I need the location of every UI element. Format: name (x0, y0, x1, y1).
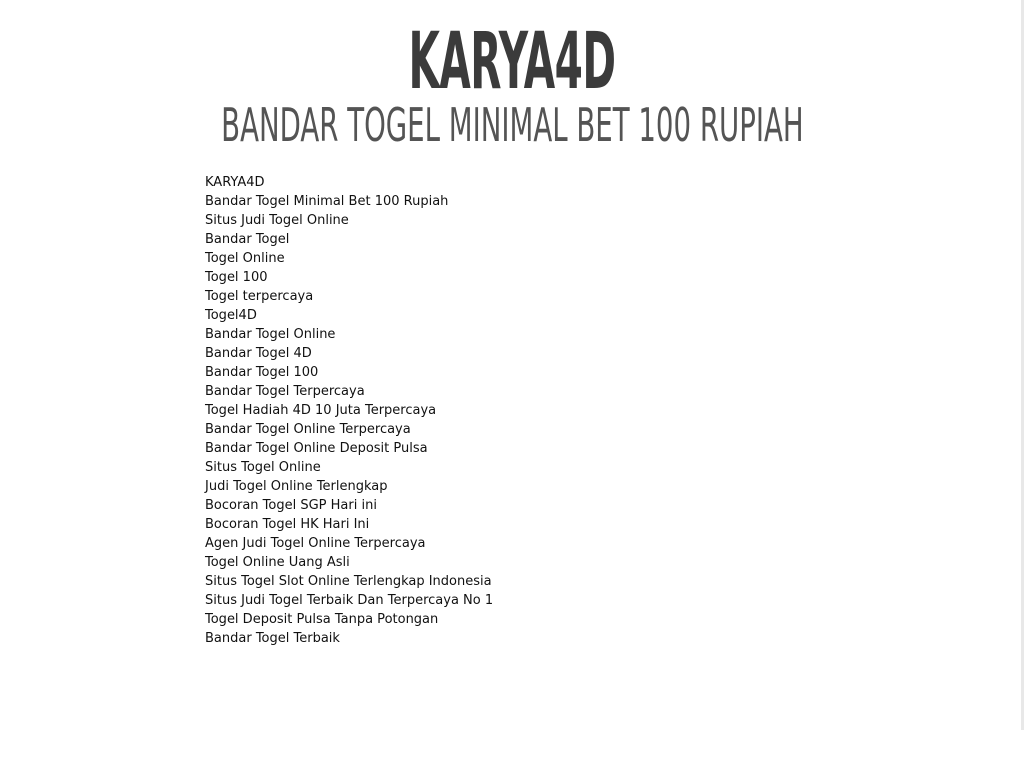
link-togel-100[interactable]: Togel 100 (205, 270, 268, 285)
list-item (205, 267, 493, 286)
link-situs-togel-online[interactable]: Situs Togel Online (205, 460, 321, 475)
list-item (205, 191, 493, 210)
list-item (205, 514, 493, 533)
list-item (205, 343, 493, 362)
link-bocoran-togel-hk[interactable]: Bocoran Togel HK Hari Ini (205, 517, 370, 532)
link-list (205, 172, 493, 647)
list-item (205, 172, 493, 191)
list-item (205, 210, 493, 229)
link-togel-hadiah-4d[interactable]: Togel Hadiah 4D 10 Juta Terpercaya (205, 403, 437, 418)
link-agen-judi-togel-online[interactable]: Agen Judi Togel Online Terpercaya (205, 536, 426, 551)
link-situs-togel-slot-online[interactable]: Situs Togel Slot Online Terlengkap Indonesia (205, 574, 492, 589)
list-item (205, 552, 493, 571)
list-item (205, 457, 493, 476)
link-situs-judi-togel-online[interactable]: Situs Judi Togel Online (205, 213, 349, 228)
list-item (205, 362, 493, 381)
site-header (0, 18, 1024, 106)
link-togel-online-uang-asli[interactable]: Togel Online Uang Asli (205, 555, 350, 570)
link-bandar-togel[interactable]: Bandar Togel (205, 232, 290, 247)
list-item (205, 438, 493, 457)
link-togel4d[interactable]: Togel4D (205, 308, 257, 323)
link-bandar-togel-minimal-bet[interactable]: Bandar Togel Minimal Bet 100 Rupiah (205, 194, 449, 209)
link-togel-online[interactable]: Togel Online (205, 251, 285, 266)
list-item (205, 571, 493, 590)
link-bandar-togel-4d[interactable]: Bandar Togel 4D (205, 346, 312, 361)
list-item (205, 324, 493, 343)
list-item (205, 419, 493, 438)
list-item (205, 286, 493, 305)
link-bandar-togel-online-terpercaya[interactable]: Bandar Togel Online Terpercaya (205, 422, 411, 437)
list-item (205, 628, 493, 647)
link-karya4d[interactable]: KARYA4D (205, 175, 265, 190)
list-item (205, 495, 493, 514)
list-item (205, 400, 493, 419)
link-togel-terpercaya[interactable]: Togel terpercaya (205, 289, 314, 304)
link-bandar-togel-terpercaya[interactable]: Bandar Togel Terpercaya (205, 384, 365, 399)
link-bocoran-togel-sgp[interactable]: Bocoran Togel SGP Hari ini (205, 498, 377, 513)
list-item (205, 533, 493, 552)
list-item (205, 476, 493, 495)
site-title: KARYA4D (408, 17, 616, 107)
link-bandar-togel-terbaik[interactable]: Bandar Togel Terbaik (205, 631, 340, 646)
list-item (205, 248, 493, 267)
list-item (205, 590, 493, 609)
site-subtitle-wrap (0, 98, 1024, 152)
site-subtitle: BANDAR TOGEL MINIMAL BET 100 RUPIAH (220, 98, 804, 152)
link-situs-judi-togel-terbaik[interactable]: Situs Judi Togel Terbaik Dan Terpercaya No 1 (205, 593, 494, 608)
link-togel-deposit-pulsa[interactable]: Togel Deposit Pulsa Tanpa Potongan (205, 612, 439, 627)
link-bandar-togel-online[interactable]: Bandar Togel Online (205, 327, 336, 342)
list-item (205, 305, 493, 324)
link-bandar-togel-100[interactable]: Bandar Togel 100 (205, 365, 319, 380)
list-item (205, 381, 493, 400)
list-item (205, 609, 493, 628)
link-bandar-togel-online-deposit-pulsa[interactable]: Bandar Togel Online Deposit Pulsa (205, 441, 428, 456)
list-item (205, 229, 493, 248)
link-judi-togel-online-terlengkap[interactable]: Judi Togel Online Terlengkap (205, 479, 388, 494)
